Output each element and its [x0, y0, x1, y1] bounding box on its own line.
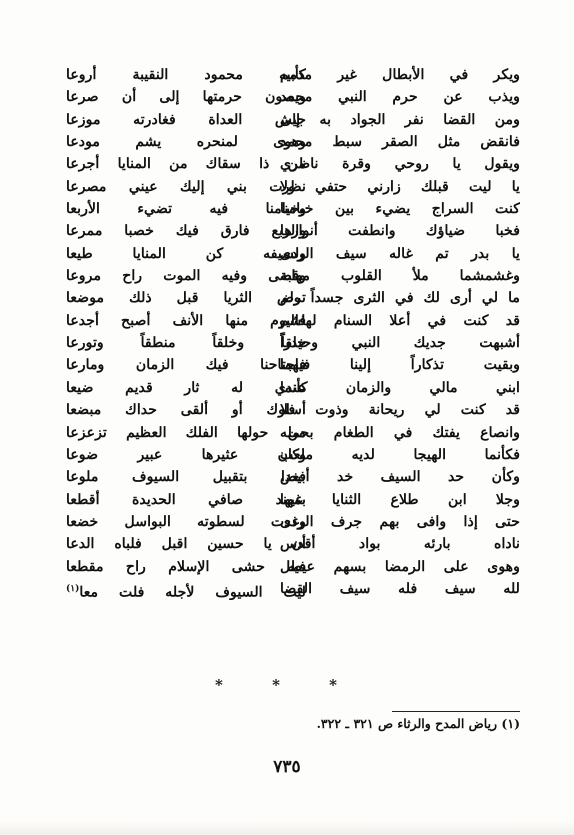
verse-line: وهوى على الرمضا بسهم عيطل	[280, 558, 520, 575]
verse-line: ترض الثريا قبل ذلك موضعا	[66, 290, 306, 307]
verse-line: قد كنت لي ريحانة وذوت فلا	[280, 402, 520, 419]
verse-line: فيه حشى الإسلام راح مقطعا	[66, 558, 306, 575]
verse-line: وكان عثيرها عبير ضوعا	[66, 446, 306, 463]
verse-line: ناداه بارئه بواد أقدس	[280, 536, 520, 553]
verse-line: فكأنما الهيجا لديه ملعب	[280, 446, 520, 463]
verse-line: ابني مالي والزمان كأنما	[280, 379, 520, 396]
verse-line: فانقض مثل الصقر سبط محمد	[280, 134, 520, 151]
verse-line: أن يا حسين اقبل فلباه الدعا	[66, 536, 306, 553]
verse-line: فاجتاحنا فيك الزمان ومارعا	[66, 357, 306, 374]
verse-line: كأبيه محمود النقيبة أروعا	[66, 67, 306, 83]
verse-line: ويذب عن حرم النبي محمد	[280, 89, 520, 106]
verse-line: وانصاع يفتك في الطغام بحمله	[280, 424, 520, 441]
verse-line: والربع فارق فيك خصبا ممرعا	[66, 223, 306, 240]
verse-line: قد كنت في أعلا السنام لهاشم	[280, 312, 520, 329]
verse-line: وكأن حد السيف خد أبيض	[280, 469, 520, 486]
verse-line: أشبهت جديك النبي وحيدراً	[280, 335, 520, 352]
page-number: ٧٣٥	[273, 757, 301, 777]
verse-line: وغدت لسطوته البواسل خضعا	[66, 513, 306, 530]
footnote-reference: (١)	[66, 583, 80, 594]
verse-line: وقضى وفيه الموت راح مروعا	[66, 268, 306, 285]
verse-line: نظرت بني إليك عيني مصرعا	[66, 178, 306, 195]
verse-line: ولسيفه كن المنايا طيعا	[66, 245, 306, 262]
verse-line: خلقاً وخلقاً منطقاً وتورعا	[66, 335, 306, 352]
verse-line: لله سيف فله سيف القضا	[280, 580, 520, 597]
poem-left-column	[66, 64, 306, 600]
verse-line: بمهند صافي الحديدة أقطعا	[66, 491, 306, 508]
verse-line: من حولها الفلك العظيم تزعزعا	[66, 424, 306, 441]
verse-line-with-footnote-ref	[66, 578, 306, 600]
section-divider-stars: * * *	[215, 676, 359, 694]
verse-line: فغدا بتقبيل السيوف ملوعا	[66, 469, 306, 486]
verse-line: يا بدر تم غاله سيف الردى	[280, 245, 520, 262]
verse-line: وهوى لمنحره يشم مودعا	[66, 134, 306, 151]
verse-line: من ذا سقاك من المنايا أجرعا	[66, 156, 306, 173]
verse-line: يا ليت قبلك زارني حتفي ولا	[280, 178, 520, 195]
verse-line: ويكر في الأبطال غير مذمم	[280, 67, 520, 83]
footnote-text: (١) رياض المدح والرثاء ص ٣٢١ ـ ٣٢٢.	[316, 716, 520, 731]
verse-line: جيش العداة فغادرته موزعا	[66, 111, 306, 128]
verse-line: وجلا ابن طلاع الثنايا غيها	[280, 491, 520, 508]
verse-line: ومن القضا نفر الجواد به إلى	[280, 111, 520, 128]
verse-line: ويصون حرمتها إلى أن صرعا	[66, 89, 306, 106]
verse-line: ما لي أرى لك في الثرى جسداً ولم	[280, 290, 520, 307]
verse-line: فخبا ضياؤك وانطفت أنوارها	[280, 223, 520, 240]
verse-line: عندي له ثار قديم ضيعا	[66, 379, 306, 396]
verse-line: كنت السراج يضيء بين خيامنا	[280, 201, 520, 218]
verse-line: وبقيت تذكاراً إلينا فيهما	[280, 357, 520, 374]
verse-line: وغشمشما ملأ القلوب مهابة	[280, 268, 520, 285]
footnote-separator	[392, 711, 520, 712]
verse-line: حتى إذا وافى بهم جرف الردى	[280, 513, 520, 530]
poem-right-column	[280, 64, 520, 600]
verse-line: أسلوك أو ألقى حداك مبضعا	[66, 402, 306, 419]
verse-line: ويقول يا روحي وقرة ناظري	[280, 156, 520, 173]
verse-line: وخيامنا فيه تضيء الأربعا	[66, 201, 306, 218]
page-edge-shading	[0, 821, 574, 835]
verse-line: فاليوم منها الأنف أصبح أجدعا	[66, 312, 306, 329]
verse-text: ليت السيوف لأجله فلت معا	[79, 584, 306, 601]
